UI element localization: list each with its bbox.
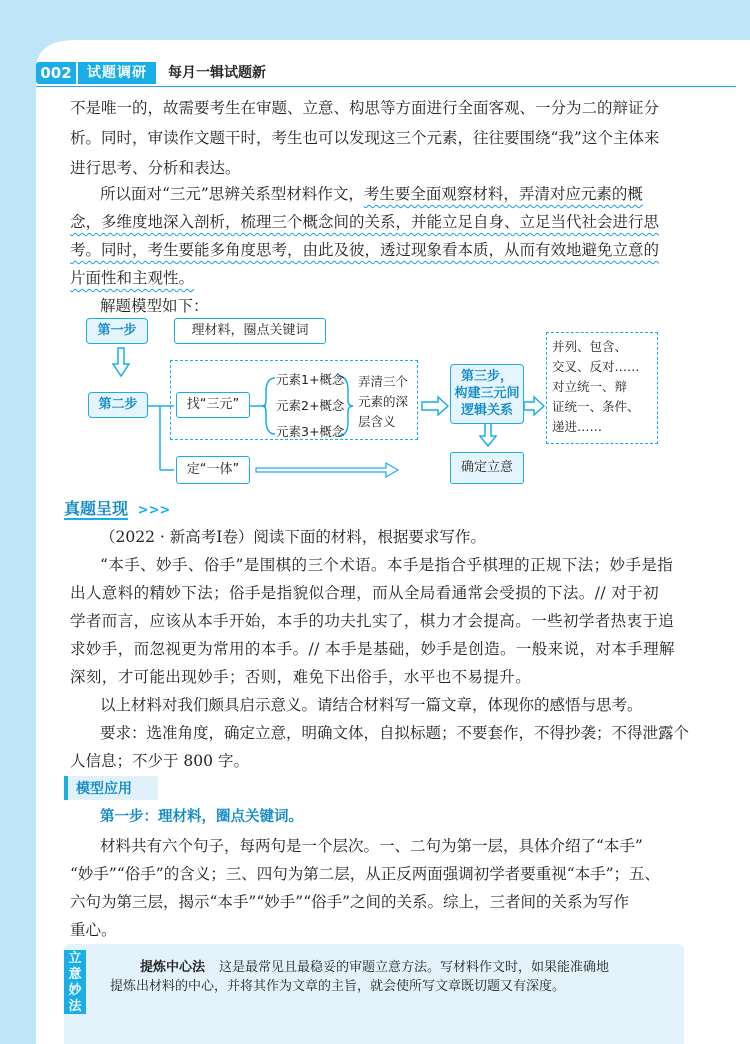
solution-model-diagram — [70, 312, 670, 492]
element-label: 元素1+概念 — [276, 372, 345, 387]
intro-line: 进行思考、分析和表达。 — [70, 159, 241, 177]
step2-box: 第二步 — [88, 392, 148, 418]
intro-text: 所以面对“三元”思辨关系型材料作文， — [100, 185, 364, 203]
requirement-line: 要求：选准角度，确定立意，明确文体，自拟标题；不要套作，不得抄袭；不得泄露个 — [100, 724, 690, 742]
tip-text: 这是最常见且最稳妥的审题立意方法。写材料作文时，如果能准确地 — [219, 960, 610, 975]
intro-para2-line — [100, 180, 643, 208]
step3-line: 逻辑关系 — [460, 403, 513, 418]
series-title: 每月一辑试题新 — [168, 65, 266, 81]
task-line: 以上材料对我们颇具启示意义。请结合材料写一篇文章，体现你的感悟与思考。 — [100, 696, 643, 714]
material-line: 学者而言，应该从本手开始，本手的功夫扎实了，棋力才会提高。一些初学者热衷于追 — [70, 612, 675, 630]
step3-box — [450, 364, 524, 424]
intro-line: 不是唯一的，故需要考生在审题、立意、构思等方面进行全面客观、一分为二的辩证分 — [70, 99, 660, 117]
section-tag: 试题调研 — [78, 62, 156, 84]
header-rule — [36, 86, 736, 87]
clarify-line: 层含义 — [358, 414, 396, 429]
step3-line: 第三步， — [460, 369, 513, 384]
fix-one-box: 定“一体” — [176, 456, 250, 484]
requirement-line: 人信息；不少于 800 字。 — [70, 752, 249, 770]
analysis-line: “妙手”“俗手”的含义；三、四句为第二层，从正反两面强调初学者要重视“本手”；五、 — [70, 865, 661, 883]
material-line: 深刻，才可能出现妙手；否则，难免下出俗手，水平也不易提升。 — [70, 668, 532, 686]
real-question-title: 真题呈现 — [64, 499, 129, 518]
question-source: （2022 · 新高考Ⅰ卷）阅读下面的材料，根据要求写作。 — [100, 528, 486, 546]
left-decorative-band — [0, 0, 36, 1044]
page-header — [36, 60, 736, 88]
tip-title: 提炼中心法 — [140, 960, 206, 975]
relation-line: 对立统一、辩 — [552, 379, 628, 394]
analysis-line: 六句为第三层，揭示“本手”“妙手”“俗手”之间的关系。综上，三者间的关系为写作 — [70, 893, 630, 911]
clarify-line: 弄清三个 — [358, 374, 409, 389]
tip-tab — [64, 950, 86, 1014]
model-intro: 解题模型如下： — [100, 297, 209, 315]
relation-line: 递进…… — [552, 419, 603, 434]
element-label: 元素2+概念 — [276, 398, 345, 413]
step1-title: 第一步：理材料，圈点关键词。 — [100, 809, 303, 825]
intro-line: 析。同时，审读作文题干时，考生也可以发现这三个元素，往往要围绕“我”这个主体来 — [70, 129, 660, 147]
step3-line: 构建三元间 — [454, 386, 520, 401]
underlined-text: 念，多维度地深入剖析，梳理三个概念间的关系，并能立足自身、立足当代社会进行思 — [70, 213, 660, 231]
underlined-text: 考生要全面观察材料，弄清对应元素的概 — [363, 185, 643, 203]
conclusion-box: 确定立意 — [450, 452, 524, 484]
analysis-line: 材料共有六个句子，每两句是一个层次。一、二句为第一层，具体介绍了“本手” — [100, 837, 643, 855]
find-three-box: 找“三元” — [176, 392, 250, 418]
top-decorative-band — [0, 0, 750, 40]
model-application-title: 模型应用 — [76, 781, 132, 797]
material-line: “本手、妙手、俗手”是围棋的三个术语。本手是指合乎棋理的正规下法；妙手是指 — [100, 556, 674, 574]
material-line: 求妙手，而忽视更为常用的本手。// 本手是基础，妙手是创造。一般来说，对本手理解 — [70, 640, 675, 658]
tip-line-1 — [140, 958, 609, 978]
page-number: 002 — [36, 62, 76, 84]
element-label: 元素3+概念 — [276, 424, 345, 439]
underlined-text: 片面性和主观性。 — [70, 269, 195, 287]
relation-line: 证统一、条件、 — [552, 399, 640, 414]
material-line: 出人意料的精妙下法；俗手是指貌似合理，而从全局看通常会受损的下法。// 对于初 — [70, 584, 659, 602]
tip-text: 提炼出材料的中心，并将其作为文章的主旨，就会使所写文章既切题又有深度。 — [110, 979, 566, 994]
model-application-tag — [64, 776, 158, 800]
relation-line: 并列、包含、 — [552, 339, 628, 354]
tip-tab-label: 立意妙法 — [68, 951, 82, 1014]
step1-box: 第一步 — [86, 318, 148, 344]
step1-text: 理材料，圈点关键词 — [174, 318, 326, 344]
heading-arrows: >>> — [137, 503, 171, 518]
underlined-text: 考。同时，考生要能多角度思考，由此及彼，透过现象看本质，从而有效地避免立意的 — [70, 241, 660, 259]
analysis-line: 重心。 — [70, 921, 117, 939]
real-question-heading — [64, 496, 170, 519]
relation-line: 交叉、反对…… — [552, 359, 640, 374]
clarify-line: 元素的深 — [358, 394, 409, 409]
